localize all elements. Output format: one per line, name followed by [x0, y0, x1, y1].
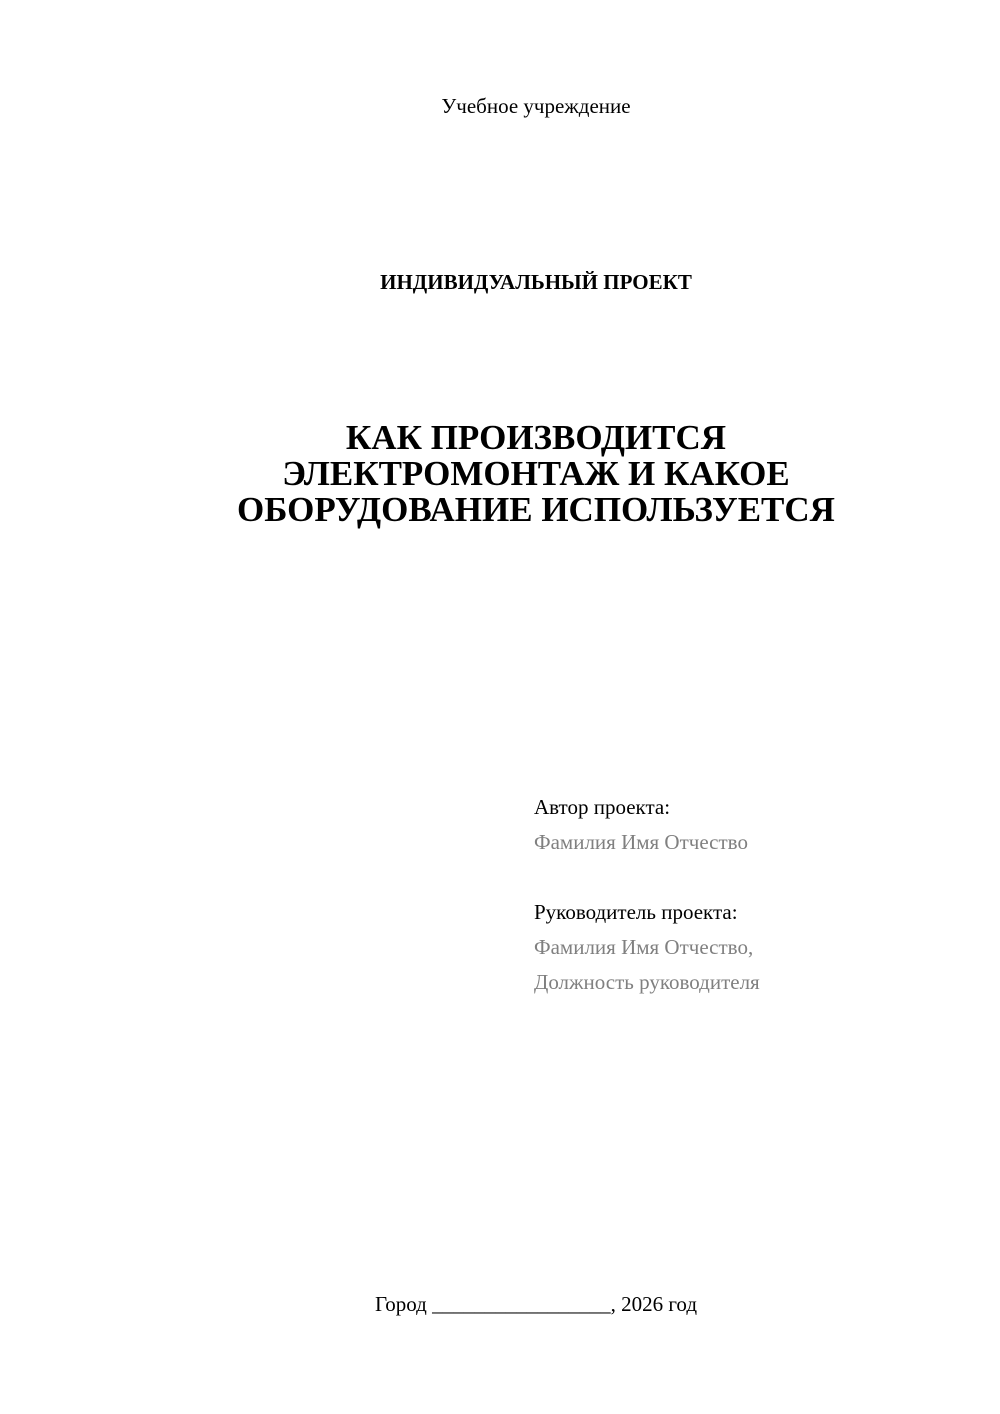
project-title-line: ОБОРУДОВАНИЕ ИСПОЛЬЗУЕТСЯ: [237, 490, 835, 529]
project-title-line: КАК ПРОИЗВОДИТСЯ: [345, 418, 727, 457]
supervisor-name: Фамилия Имя Отчество,: [534, 935, 754, 959]
document-type: ИНДИВИДУАЛЬНЫЙ ПРОЕКТ: [380, 270, 692, 294]
author-name: Фамилия Имя Отчество: [534, 830, 748, 854]
credits-block: [534, 790, 974, 1000]
supervisor-block: [534, 895, 974, 1000]
project-title-line: ЭЛЕКТРОМОНТАЖ И КАКОЕ: [282, 454, 790, 493]
supervisor-position: Должность руководителя: [534, 970, 760, 994]
city-year-line: Город _________________, 2026 год: [374, 1292, 698, 1316]
project-title: [0, 420, 1000, 528]
author-block: [534, 790, 974, 860]
institution-name: Учебное учреждение: [441, 94, 631, 118]
author-label: Автор проекта:: [534, 795, 671, 819]
supervisor-label: Руководитель проекта:: [534, 900, 738, 924]
